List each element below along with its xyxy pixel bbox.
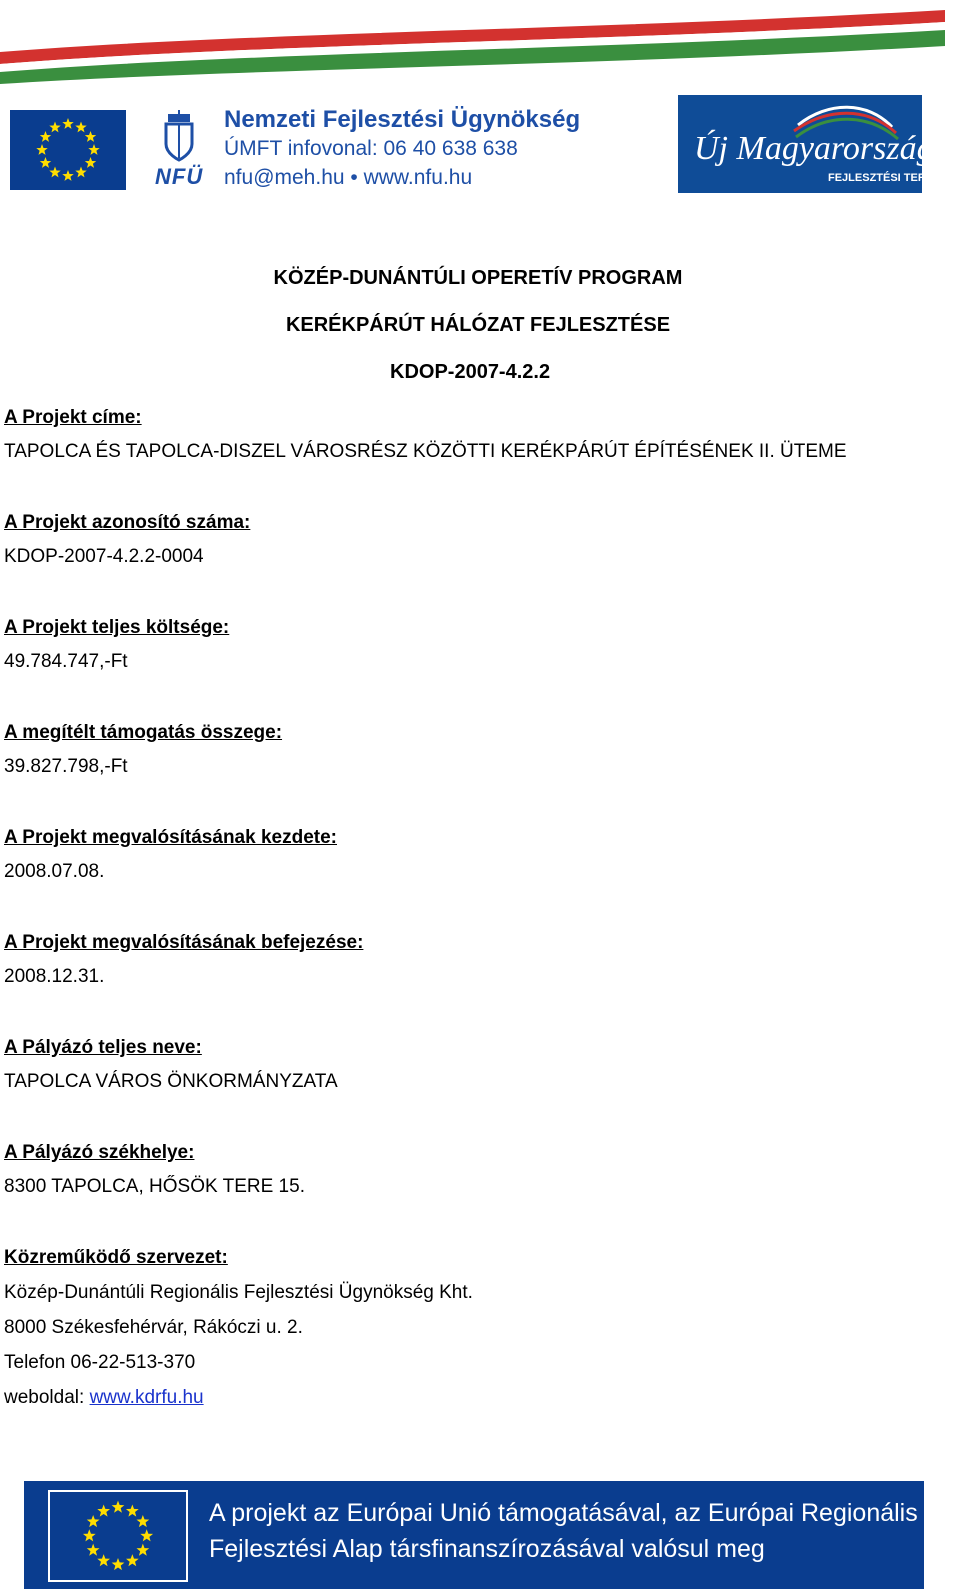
eu-star bbox=[40, 131, 51, 142]
intermediary-phone: Telefon 06-22-513-370 bbox=[4, 1352, 196, 1373]
project-cost-value: 49.784.747,-Ft bbox=[4, 651, 128, 672]
grant-amount-label: A megítélt támogatás összege: bbox=[4, 722, 283, 743]
eu-star bbox=[49, 121, 60, 132]
eu-star bbox=[87, 1544, 100, 1556]
web-prefix: weboldal: bbox=[4, 1387, 90, 1408]
nfu-abbreviation: NFÜ bbox=[155, 164, 204, 189]
eu-star bbox=[85, 157, 96, 168]
project-id-value: KDOP-2007-4.2.2-0004 bbox=[4, 546, 204, 567]
eu-star bbox=[87, 1515, 100, 1527]
uj-magyarorszag-logo bbox=[678, 95, 934, 193]
intermediary-label: Közreműködő szervezet: bbox=[4, 1247, 228, 1268]
applicant-name-value: TAPOLCA VÁROS ÖNKORMÁNYZATA bbox=[4, 1071, 338, 1092]
svg-text:Új Magyarország: Új Magyarország bbox=[694, 130, 934, 167]
project-title-value: TAPOLCA ÉS TAPOLCA-DISZEL VÁROSRÉSZ KÖZÖTTI KERÉKPÁRÚT ÉPÍTÉSÉNEK II. ÜTEME bbox=[4, 441, 847, 462]
start-date-value: 2008.07.08. bbox=[4, 861, 105, 882]
funding-line-2: Fejlesztési Alap társfinanszírozásával valósul meg bbox=[209, 1535, 765, 1563]
funding-line-1: A projekt az Európai Unió támogatásával, az Európai Regionális bbox=[209, 1499, 918, 1527]
eu-star bbox=[85, 131, 96, 142]
program-code: KDOP-2007-4.2.2 bbox=[390, 361, 551, 383]
svg-text:FEJLESZTÉSI TERV: FEJLESZTÉSI TERV bbox=[828, 172, 933, 184]
project-id-label: A Projekt azonosító száma: bbox=[4, 512, 251, 533]
eu-stars-icon bbox=[10, 110, 126, 190]
eu-star bbox=[140, 1529, 153, 1541]
intermediary-address: 8000 Székesfehérvár, Rákóczi u. 2. bbox=[4, 1317, 303, 1338]
eu-star bbox=[83, 1529, 96, 1541]
eu-star bbox=[88, 144, 99, 155]
eu-stars-icon bbox=[50, 1492, 186, 1580]
end-date-value: 2008.12.31. bbox=[4, 966, 105, 987]
subprogram-heading: KERÉKPÁRÚT HÁLÓZAT FEJLESZTÉSE bbox=[285, 314, 671, 336]
eu-star bbox=[126, 1504, 139, 1516]
intermediary-web bbox=[4, 1387, 204, 1409]
eu-star bbox=[49, 167, 60, 178]
grant-amount-value: 39.827.798,-Ft bbox=[4, 756, 128, 777]
eu-star bbox=[112, 1501, 125, 1513]
eu-star bbox=[62, 118, 73, 129]
eu-star bbox=[75, 167, 86, 178]
eu-star bbox=[75, 121, 86, 132]
applicant-name-label: A Pályázó teljes neve: bbox=[4, 1037, 202, 1058]
nfu-title: Nemzeti Fejlesztési Ügynökség bbox=[224, 106, 581, 133]
eu-flag-logo-footer bbox=[48, 1490, 188, 1582]
applicant-address-label: A Pályázó székhelye: bbox=[4, 1142, 195, 1163]
end-date-label: A Projekt megvalósításának befejezése: bbox=[4, 932, 364, 953]
website-link[interactable]: www.kdrfu.hu bbox=[89, 1387, 204, 1408]
project-title-label: A Projekt címe: bbox=[4, 407, 142, 428]
hungarian-tricolor-stripe bbox=[0, 0, 960, 90]
eu-star bbox=[136, 1544, 149, 1556]
program-heading: KÖZÉP-DUNÁNTÚLI OPERETÍV PROGRAM bbox=[273, 267, 683, 289]
eu-star bbox=[112, 1558, 125, 1570]
eu-star bbox=[40, 157, 51, 168]
eu-star bbox=[97, 1504, 110, 1516]
hungarian-crest-icon bbox=[160, 110, 198, 162]
eu-star bbox=[136, 1515, 149, 1527]
applicant-address-value: 8300 TAPOLCA, HŐSÖK TERE 15. bbox=[4, 1176, 305, 1197]
project-cost-label: A Projekt teljes költsége: bbox=[4, 617, 230, 638]
start-date-label: A Projekt megvalósításának kezdete: bbox=[4, 827, 337, 848]
eu-star bbox=[62, 170, 73, 181]
intermediary-name: Közép-Dunántúli Regionális Fejlesztési Ügynökség Kht. bbox=[4, 1282, 473, 1303]
eu-flag-logo bbox=[10, 110, 126, 190]
eu-funding-banner bbox=[24, 1481, 924, 1589]
eu-star bbox=[36, 144, 47, 155]
eu-star bbox=[126, 1554, 139, 1566]
eu-star bbox=[97, 1554, 110, 1566]
nfu-contact-line: nfu@meh.hu • www.nfu.hu bbox=[224, 166, 473, 189]
nfu-infoline: ÚMFT infovonal: 06 40 638 638 bbox=[224, 137, 518, 160]
